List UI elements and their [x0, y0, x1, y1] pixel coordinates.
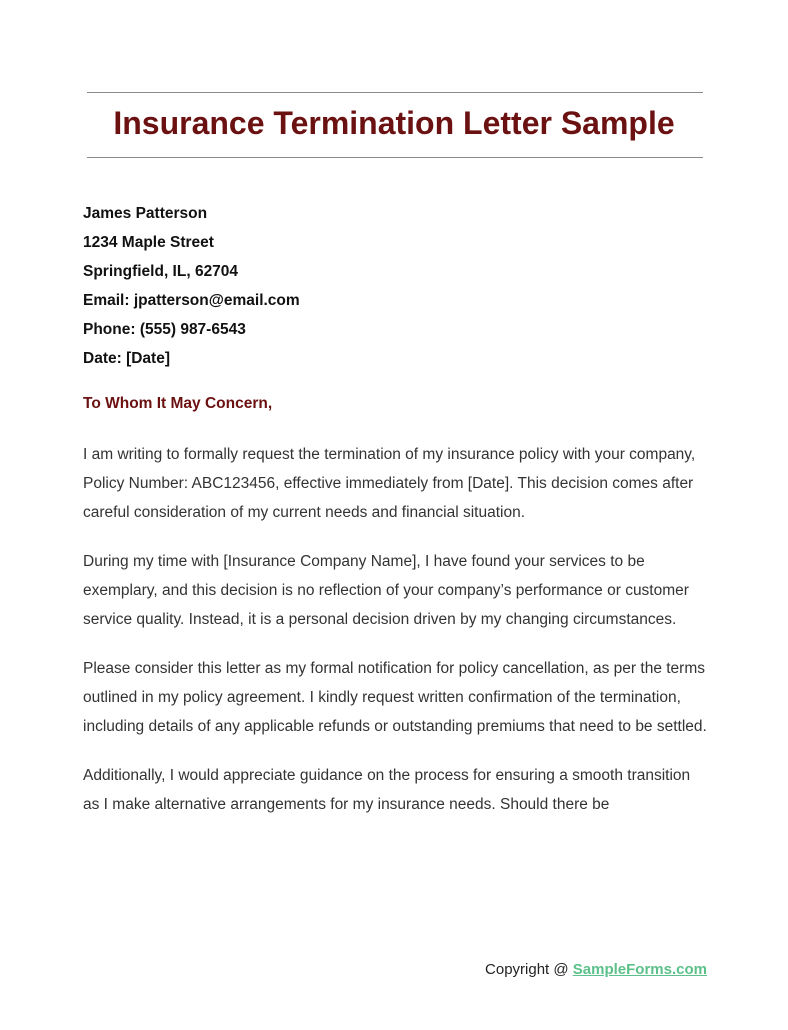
letter-body: [83, 440, 708, 839]
sender-city: Springfield, IL, 62704: [83, 263, 239, 280]
copyright-text: Copyright @: [485, 961, 573, 978]
page-title: Insurance Termination Letter Sample: [113, 105, 675, 141]
title-bottom-divider: [87, 157, 703, 158]
sender-date: Date: [Date]: [83, 350, 170, 367]
copyright-footer: [485, 961, 707, 978]
paragraph: I am writing to formally request the termination of my insurance policy with your company, Policy Number: ABC123456, effective immediately from [Date]. This decision comes after careful consideration of my current needs and financial situation.: [83, 446, 696, 521]
sampleforms-link[interactable]: SampleForms.com: [572, 961, 707, 978]
paragraph: Additionally, I would appreciate guidance on the process for ensuring a smooth transition as I make alternative arrangements for my insurance needs. Should there be: [83, 767, 691, 813]
sender-block: [83, 199, 300, 373]
paragraph: Please consider this letter as my formal notification for policy cancellation, as per the terms outlined in my policy agreement. I kindly request written confirmation of the termination, including details of any applicable refunds or outstanding premiums that need to be settled.: [83, 660, 707, 735]
paragraph: During my time with [Insurance Company Name], I have found your services to be exemplary, and this decision is no reflection of your company’s performance or customer service quality. Instead, it is a personal decision driven by my changing circumstances.: [83, 553, 689, 628]
sender-street: 1234 Maple Street: [83, 234, 214, 251]
salutation: To Whom It May Concern,: [83, 395, 273, 412]
sender-name: James Patterson: [83, 205, 208, 222]
title-top-divider: [87, 92, 703, 93]
sender-email: Email: jpatterson@email.com: [83, 292, 300, 309]
sender-phone: Phone: (555) 987-6543: [83, 321, 246, 338]
